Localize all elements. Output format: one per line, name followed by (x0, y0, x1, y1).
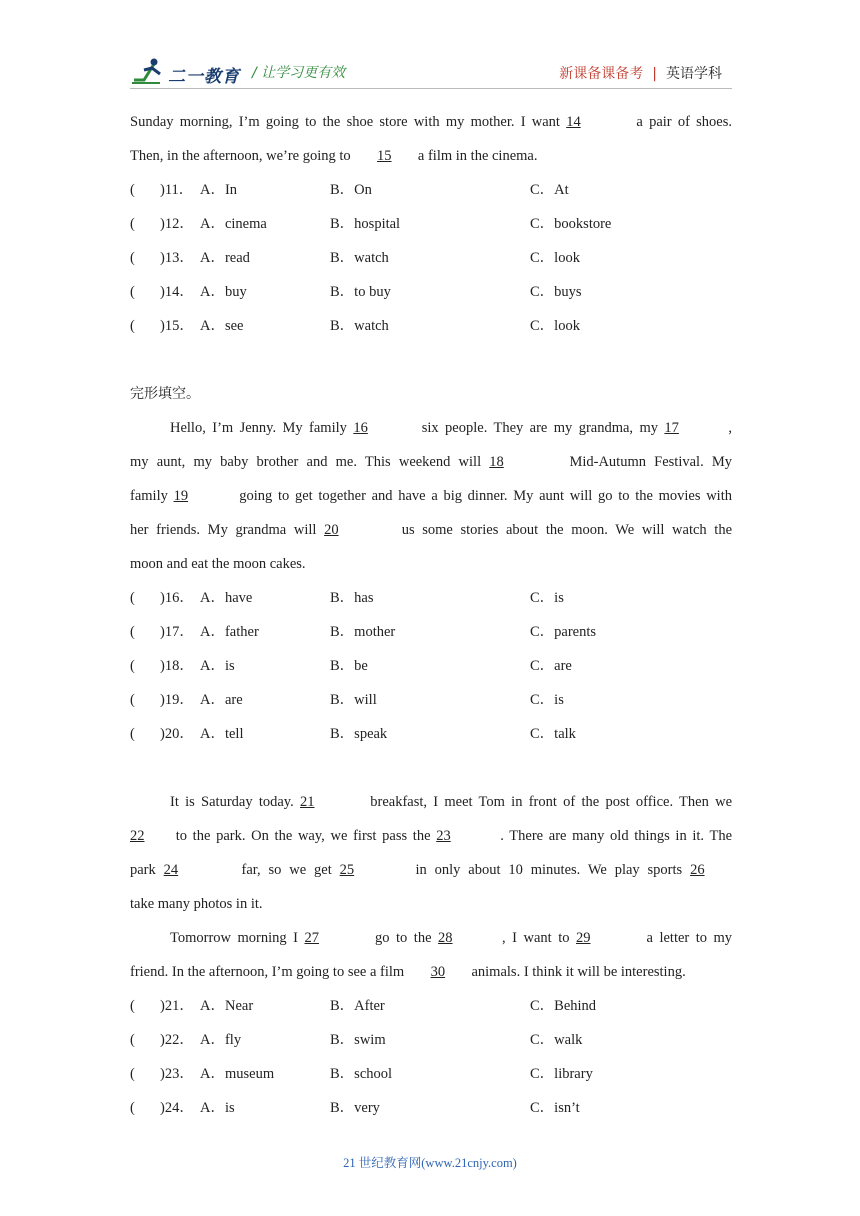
blank-17: 17 (664, 420, 679, 436)
answer-paren: ( (130, 692, 135, 708)
runner-logo-icon (130, 56, 166, 86)
question-number: )21． (160, 998, 194, 1014)
text: Mid-Autumn Festival. My (569, 454, 733, 470)
answer-paren: ( (130, 318, 135, 334)
option-c: C．buys (530, 284, 582, 300)
text: friend. In the afternoon, I’m going to see a film (130, 964, 405, 980)
option-c: C．isn’t (530, 1100, 580, 1116)
question-24 (130, 1097, 732, 1131)
question-19 (130, 689, 732, 723)
option-b: B．very (330, 1100, 380, 1116)
text: us some stories about the moon. We will watch the (401, 522, 733, 538)
text: Tomorrow morning I (170, 930, 298, 946)
blank-26: 26 (690, 862, 705, 878)
passage3-line3 (130, 859, 732, 893)
option-c: C．library (530, 1066, 593, 1082)
question-13 (130, 247, 732, 281)
header-tag: 新课备课备考 (559, 66, 644, 82)
question-22 (130, 1029, 732, 1063)
passage3-line2 (130, 825, 732, 859)
answer-paren: ( (130, 1100, 135, 1116)
passage1-line2 (130, 145, 732, 179)
blank-19: 19 (173, 488, 189, 504)
answer-paren: ( (130, 216, 135, 232)
answer-paren: ( (130, 658, 135, 674)
option-c: C．bookstore (530, 216, 612, 232)
question-11 (130, 179, 732, 213)
answer-paren: ( (130, 624, 135, 640)
question-number: )20． (160, 726, 194, 742)
passage3-line1 (130, 791, 732, 825)
question-23 (130, 1063, 732, 1097)
logo (130, 56, 250, 90)
question-18 (130, 655, 732, 689)
spacer (130, 757, 732, 791)
option-a: A．is (200, 1100, 235, 1116)
question-17 (130, 621, 732, 655)
question-16 (130, 587, 732, 621)
text: . There are many old things in it. The (500, 828, 733, 844)
blank-29: 29 (576, 930, 591, 946)
option-b: B．watch (330, 318, 389, 334)
option-b: B．school (330, 1066, 393, 1082)
text: going to get together and have a big dinner. My aunt will go to the movies with (239, 488, 732, 504)
answer-paren: ( (130, 726, 135, 742)
option-a: A．cinema (200, 216, 267, 232)
option-c: C．walk (530, 1032, 583, 1048)
question-number: )18． (160, 658, 194, 674)
option-c: C．parents (530, 624, 597, 640)
option-b: B．has (330, 590, 374, 606)
answer-paren: ( (130, 590, 135, 606)
blank-24: 24 (163, 862, 179, 878)
blank-22: 22 (130, 828, 145, 844)
text: It is Saturday today. (170, 794, 294, 810)
option-b: B．On (330, 182, 372, 198)
question-12 (130, 213, 732, 247)
text: Hello, I’m Jenny. My family (170, 420, 347, 436)
answer-paren: ( (130, 1032, 135, 1048)
question-14 (130, 281, 732, 315)
blank-14: 14 (566, 114, 581, 130)
blank-20: 20 (324, 522, 339, 538)
blank-30: 30 (430, 964, 446, 980)
answer-paren: ( (130, 182, 135, 198)
text: to the park. On the way, we first pass the (175, 828, 431, 844)
answer-paren: ( (130, 998, 135, 1014)
text: a film in the cinema. (417, 148, 538, 164)
blank-27: 27 (304, 930, 319, 946)
question-20 (130, 723, 732, 757)
header-separator: | (652, 66, 657, 82)
question-number: )22． (160, 1032, 194, 1048)
text: breakfast, I meet Tom in front of the post office. Then we (370, 794, 733, 810)
text: go to the (375, 930, 432, 946)
question-number: )14． (160, 284, 194, 300)
option-c: C．look (530, 318, 580, 334)
option-b: B．speak (330, 726, 388, 742)
blank-15: 15 (377, 148, 392, 164)
option-a: A．are (200, 692, 243, 708)
logo-text: 二一教育 (168, 67, 240, 87)
passage2-line5: moon and eat the moon cakes. (130, 556, 306, 572)
question-number: )16． (160, 590, 194, 606)
passage2-line2 (130, 451, 732, 485)
blank-25: 25 (339, 862, 355, 878)
question-number: )15． (160, 318, 194, 334)
text: far, so we get (241, 862, 332, 878)
option-b: B．hospital (330, 216, 401, 232)
passage2-line3 (130, 485, 732, 519)
text: park (130, 862, 156, 878)
question-number: )24． (160, 1100, 194, 1116)
page-footer[interactable]: 21 世纪教育网(www.21cnjy.com) (343, 1156, 517, 1170)
passage3-line5 (130, 927, 732, 961)
option-a: A．tell (200, 726, 244, 742)
blank-18: 18 (489, 454, 504, 470)
passage2-line4 (130, 519, 732, 553)
option-a: A．see (200, 318, 244, 334)
option-b: B．After (330, 998, 385, 1014)
question-21 (130, 995, 732, 1029)
header-subject: 英语学科 (666, 66, 722, 82)
option-a: A．is (200, 658, 235, 674)
option-b: B．will (330, 692, 377, 708)
header-divider (130, 88, 732, 89)
passage3-line4: take many photos in it. (130, 896, 263, 912)
option-b: B．watch (330, 250, 389, 266)
answer-paren: ( (130, 284, 135, 300)
option-b: B．to buy (330, 284, 391, 300)
blank-28: 28 (438, 930, 453, 946)
blank-16: 16 (353, 420, 368, 436)
option-a: A．have (200, 590, 253, 606)
document-body (130, 111, 732, 1131)
section-title: 完形填空。 (130, 386, 200, 402)
option-c: C．is (530, 590, 564, 606)
passage2-line1 (130, 417, 732, 451)
text: , (728, 420, 733, 436)
blank-21: 21 (300, 794, 315, 810)
option-c: C．Behind (530, 998, 597, 1014)
text: a pair of shoes. (636, 114, 733, 130)
text: her friends. My grandma will (130, 522, 317, 538)
text: Then, in the afternoon, we’re going to (130, 148, 351, 164)
answer-paren: ( (130, 250, 135, 266)
question-number: )12． (160, 216, 194, 232)
option-b: B．mother (330, 624, 396, 640)
option-a: A．fly (200, 1032, 242, 1048)
option-a: A．In (200, 182, 238, 198)
option-a: A．buy (200, 284, 247, 300)
question-number: )11． (160, 182, 194, 198)
option-a: A．father (200, 624, 259, 640)
question-number: )23． (160, 1066, 194, 1082)
text: a letter to my (646, 930, 733, 946)
option-a: A．museum (200, 1066, 275, 1082)
blank-23: 23 (436, 828, 451, 844)
text: my aunt, my baby brother and me. This weekend will (130, 454, 482, 470)
option-b: B．swim (330, 1032, 386, 1048)
passage1-line1 (130, 111, 732, 145)
option-c: C．At (530, 182, 569, 198)
text: Sunday morning, I’m going to the shoe store with my mother. I want (130, 114, 560, 130)
option-a: A．Near (200, 998, 254, 1014)
question-number: )19． (160, 692, 194, 708)
answer-paren: ( (130, 1066, 135, 1082)
spacer (130, 349, 732, 383)
text: family (130, 488, 168, 504)
question-number: )13． (160, 250, 194, 266)
option-c: C．are (530, 658, 572, 674)
question-15 (130, 315, 732, 349)
option-c: C．look (530, 250, 580, 266)
text: six people. They are my grandma, my (421, 420, 658, 436)
question-number: )17． (160, 624, 194, 640)
header-right (559, 63, 722, 83)
slogan: / 让学习更有效 (252, 65, 346, 81)
text: , I want to (502, 930, 570, 946)
text: in only about 10 minutes. We play sports (415, 862, 683, 878)
option-a: A．read (200, 250, 250, 266)
option-b: B．be (330, 658, 368, 674)
text: animals. I think it will be interesting. (471, 964, 686, 980)
passage3-line6 (130, 961, 732, 995)
option-c: C．is (530, 692, 564, 708)
page-header (130, 56, 732, 94)
option-c: C．talk (530, 726, 576, 742)
